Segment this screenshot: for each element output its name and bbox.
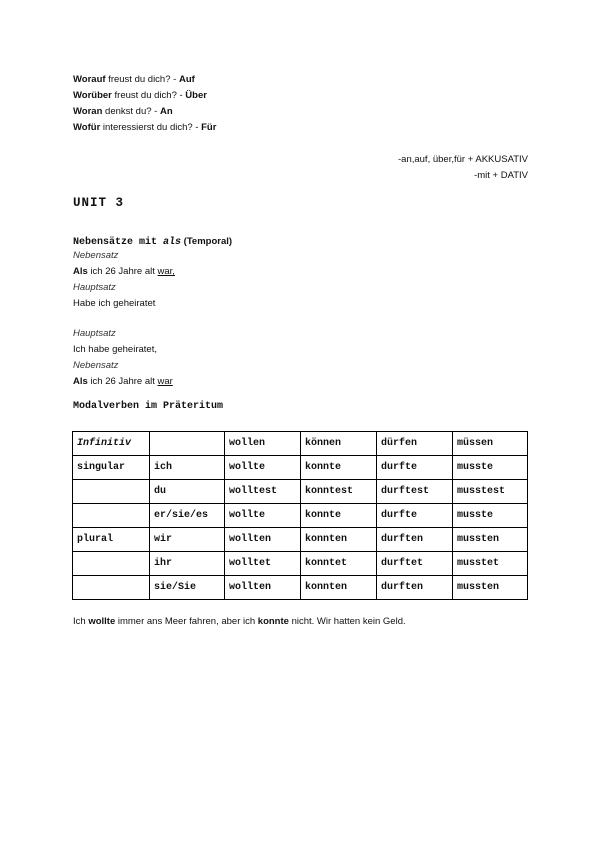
question-line: Wofür interessierst du dich? - Für	[73, 122, 217, 133]
table-cell: du	[150, 480, 225, 504]
table-cell: durftest	[377, 480, 453, 504]
unit-title: UNIT 3	[73, 196, 125, 210]
table-cell	[73, 504, 150, 528]
table-cell: ich	[150, 456, 225, 480]
table-cell: mussten	[453, 576, 528, 600]
table-cell: musstet	[453, 552, 528, 576]
table-row	[73, 456, 528, 480]
table-cell: sie/Sie	[150, 576, 225, 600]
example-block-2	[73, 326, 173, 390]
table-row	[73, 504, 528, 528]
table-cell: wollten	[225, 528, 301, 552]
table-row	[73, 576, 528, 600]
example-line: Als ich 26 Jahre alt war,	[73, 266, 175, 277]
table-cell: Infinitiv	[73, 432, 150, 456]
table-cell: musste	[453, 504, 528, 528]
table-cell: konnten	[301, 528, 377, 552]
table-cell: durfte	[377, 456, 453, 480]
table-cell: mussten	[453, 528, 528, 552]
example-block-1	[73, 248, 175, 312]
case-rule-akkusativ: -an,auf, über,für + AKKUSATIV	[398, 154, 528, 165]
section-title-temporal: Nebensätze mit als (Temporal)	[73, 236, 233, 248]
table-cell: wolltest	[225, 480, 301, 504]
table-cell: er/sie/es	[150, 504, 225, 528]
table-cell: durfte	[377, 504, 453, 528]
modal-verbs-table	[72, 431, 528, 600]
question-list	[73, 72, 216, 136]
table-cell: müssen	[453, 432, 528, 456]
table-cell: ihr	[150, 552, 225, 576]
label-nebensatz: Nebensatz	[73, 250, 119, 261]
example-line: Habe ich geheiratet	[73, 298, 156, 309]
label-hauptsatz: Hauptsatz	[73, 328, 116, 339]
table-cell: durftet	[377, 552, 453, 576]
table-row	[73, 528, 528, 552]
table-cell: plural	[73, 528, 150, 552]
case-rule-dativ: -mit + DATIV	[474, 170, 528, 181]
table-cell	[150, 432, 225, 456]
example-line: Als ich 26 Jahre alt war	[73, 376, 173, 387]
table-cell	[73, 552, 150, 576]
table-cell	[73, 576, 150, 600]
table-cell: musstest	[453, 480, 528, 504]
table-cell: konntest	[301, 480, 377, 504]
label-nebensatz: Nebensatz	[73, 360, 119, 371]
section-title-modalverben: Modalverben im Präteritum	[73, 401, 224, 412]
table-row	[73, 552, 528, 576]
table-cell: konntet	[301, 552, 377, 576]
table-cell: durften	[377, 576, 453, 600]
table-cell: können	[301, 432, 377, 456]
table-cell: wir	[150, 528, 225, 552]
table-cell: durften	[377, 528, 453, 552]
table-cell: wollten	[225, 576, 301, 600]
example-line: Ich habe geheiratet,	[73, 344, 157, 355]
table-cell: singular	[73, 456, 150, 480]
table-cell: wollte	[225, 456, 301, 480]
question-line: Woran denkst du? - An	[73, 106, 173, 117]
label-hauptsatz: Hauptsatz	[73, 282, 116, 293]
table-cell: wollte	[225, 504, 301, 528]
table-cell: konnte	[301, 456, 377, 480]
table-cell: konnten	[301, 576, 377, 600]
table-cell: konnte	[301, 504, 377, 528]
question-line: Worauf freust du dich? - Auf	[73, 74, 195, 85]
example-sentence: Ich wollte immer ans Meer fahren, aber ich konnte nicht. Wir hatten kein Geld.	[73, 616, 406, 627]
table-cell: wollen	[225, 432, 301, 456]
table-cell: dürfen	[377, 432, 453, 456]
table-cell	[73, 480, 150, 504]
table-cell: musste	[453, 456, 528, 480]
table-header-row	[73, 432, 528, 456]
table-cell: wolltet	[225, 552, 301, 576]
question-line: Worüber freust du dich? - Über	[73, 90, 207, 101]
case-rules	[398, 152, 528, 184]
table-row	[73, 480, 528, 504]
